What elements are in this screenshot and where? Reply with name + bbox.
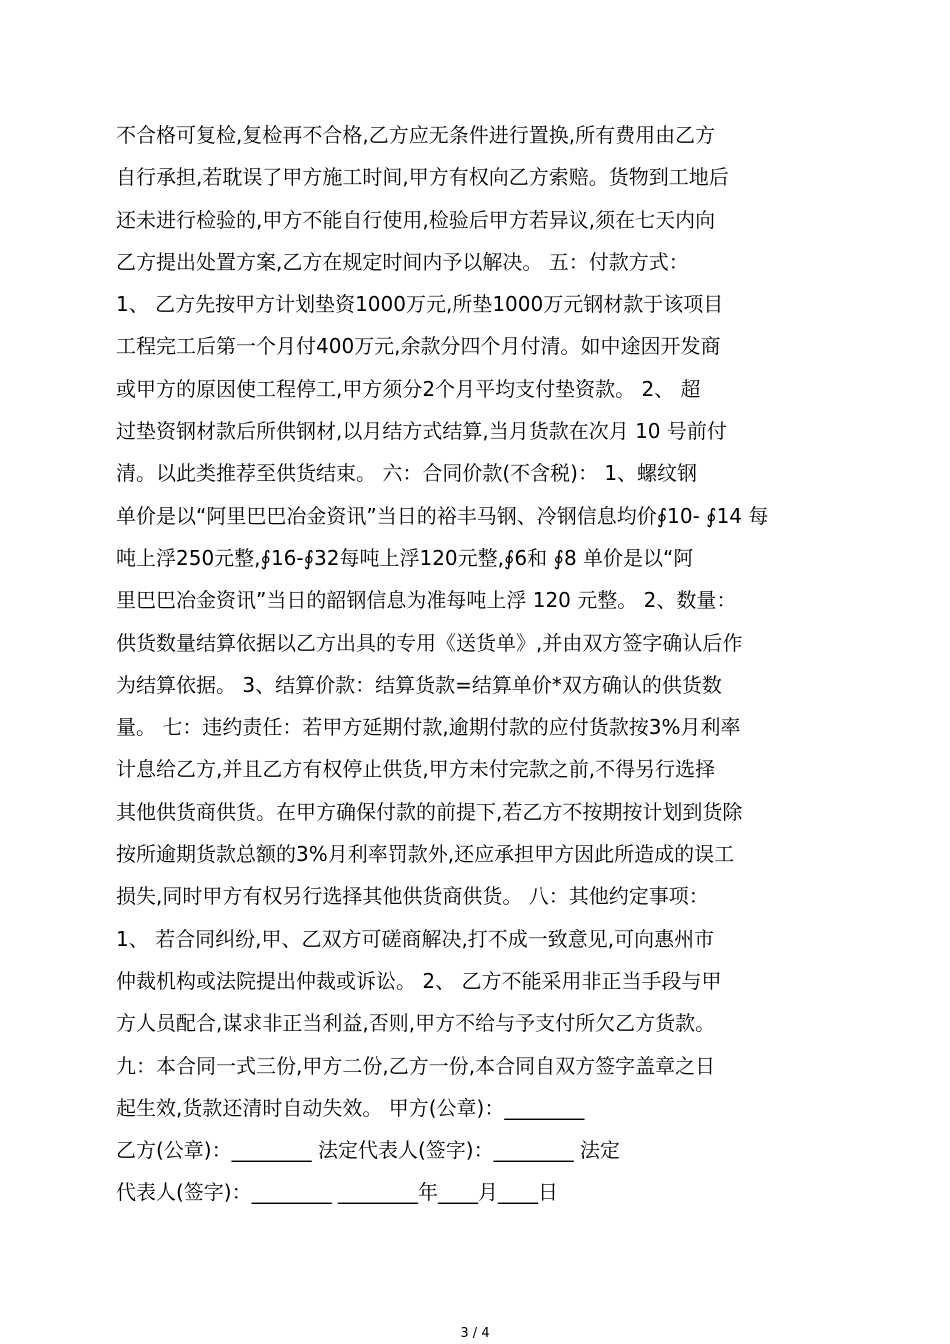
text-line: 方人员配合,谋求非正当利益,否则,甲方不给与予支付所欠乙方货款。 — [116, 1011, 716, 1036]
text-line: 九：本合同一式三份,甲方二份,乙方一份,本合同自双方签字盖章之日 — [116, 1053, 716, 1078]
text-line: 工程完工后第一个月付400万元,余款分四个月付清。如中途因开发商 — [116, 334, 721, 359]
text-line: 过垫资钢材款后所供钢材,以月结方式结算,当月货款在次月 10 号前付 — [116, 419, 727, 444]
text-line: 1、 若合同纠纷,甲、乙双方可磋商解决,打不成一致意见,可向惠州市 — [116, 926, 715, 951]
text-line: 乙方提出处置方案,乙方在规定时间内予以解决。 五：付款方式： — [116, 249, 689, 274]
text-line: 供货数量结算依据以乙方出具的专用《送货单》,并由双方签字确认后作 — [116, 630, 743, 655]
text-line: 起生效,货款还清时自动失效。 甲方(公章)：________ — [116, 1095, 585, 1120]
text-line: 为结算依据。 3、结算价款：结算货款=结算单价*双方确认的供货数 — [116, 672, 722, 697]
text-line: 里巴巴冶金资讯”当日的韶钢信息为准每吨上浮 120 元整。 2、数量： — [116, 588, 737, 613]
text-line: 计息给乙方,并且乙方有权停止供货,甲方未付完款之前,不得另行选择 — [116, 757, 716, 782]
contract-body — [116, 114, 846, 1214]
text-line: 自行承担,若耽误了甲方施工时间,甲方有权向乙方索赔。货物到工地后 — [116, 165, 729, 190]
text-line: 不合格可复检,复检再不合格,乙方应无条件进行置换,所有费用由乙方 — [116, 123, 716, 147]
text-line: 单价是以“阿里巴巴冶金资讯”当日的裕丰马钢、冷钢信息均价∮10- ∮14 每 — [116, 503, 769, 528]
text-line: 吨上浮250元整,∮16-∮32每吨上浮120元整,∮6和 ∮8 单价是以“阿 — [116, 545, 694, 570]
text-line: 量。 七：违约责任：若甲方延期付款,逾期付款的应付货款按3%月利率 — [116, 715, 741, 740]
page-number: 3 / 4 — [460, 1326, 490, 1341]
text-line: 损失,同时甲方有权另行选择其他供货商供货。 八：其他约定事项： — [116, 884, 709, 909]
text-line: 其他供货商供货。在甲方确保付款的前提下,若乙方不按期按计划到货除 — [116, 799, 743, 824]
text-line: 按所逾期货款总额的3%月利率罚款外,还应承担甲方因此所造成的误工 — [116, 842, 735, 867]
text-line: 1、 乙方先按甲方计划垫资1000万元,所垫1000万元钢材款于该项目 — [116, 292, 724, 317]
signature-date-line: 代表人(签字)：________ ________年____月____日 — [116, 1180, 558, 1205]
text-line: 清。以此类推荐至供货结束。 六：合同价款(不含税)： 1、螺纹钢 — [116, 461, 698, 486]
text-line: 或甲方的原因使工程停工,甲方须分2个月平均支付垫资款。 2、 超 — [116, 376, 701, 401]
text-line: 仲裁机构或法院提出仲裁或诉讼。 2、 乙方不能采用非正当手段与甲 — [116, 968, 722, 993]
signature-line: 乙方(公章)：________ 法定代表人(签字)：________ 法定 — [116, 1138, 620, 1163]
text-line: 还未进行检验的,甲方不能自行使用,检验后甲方若异议,须在七天内向 — [116, 207, 716, 232]
